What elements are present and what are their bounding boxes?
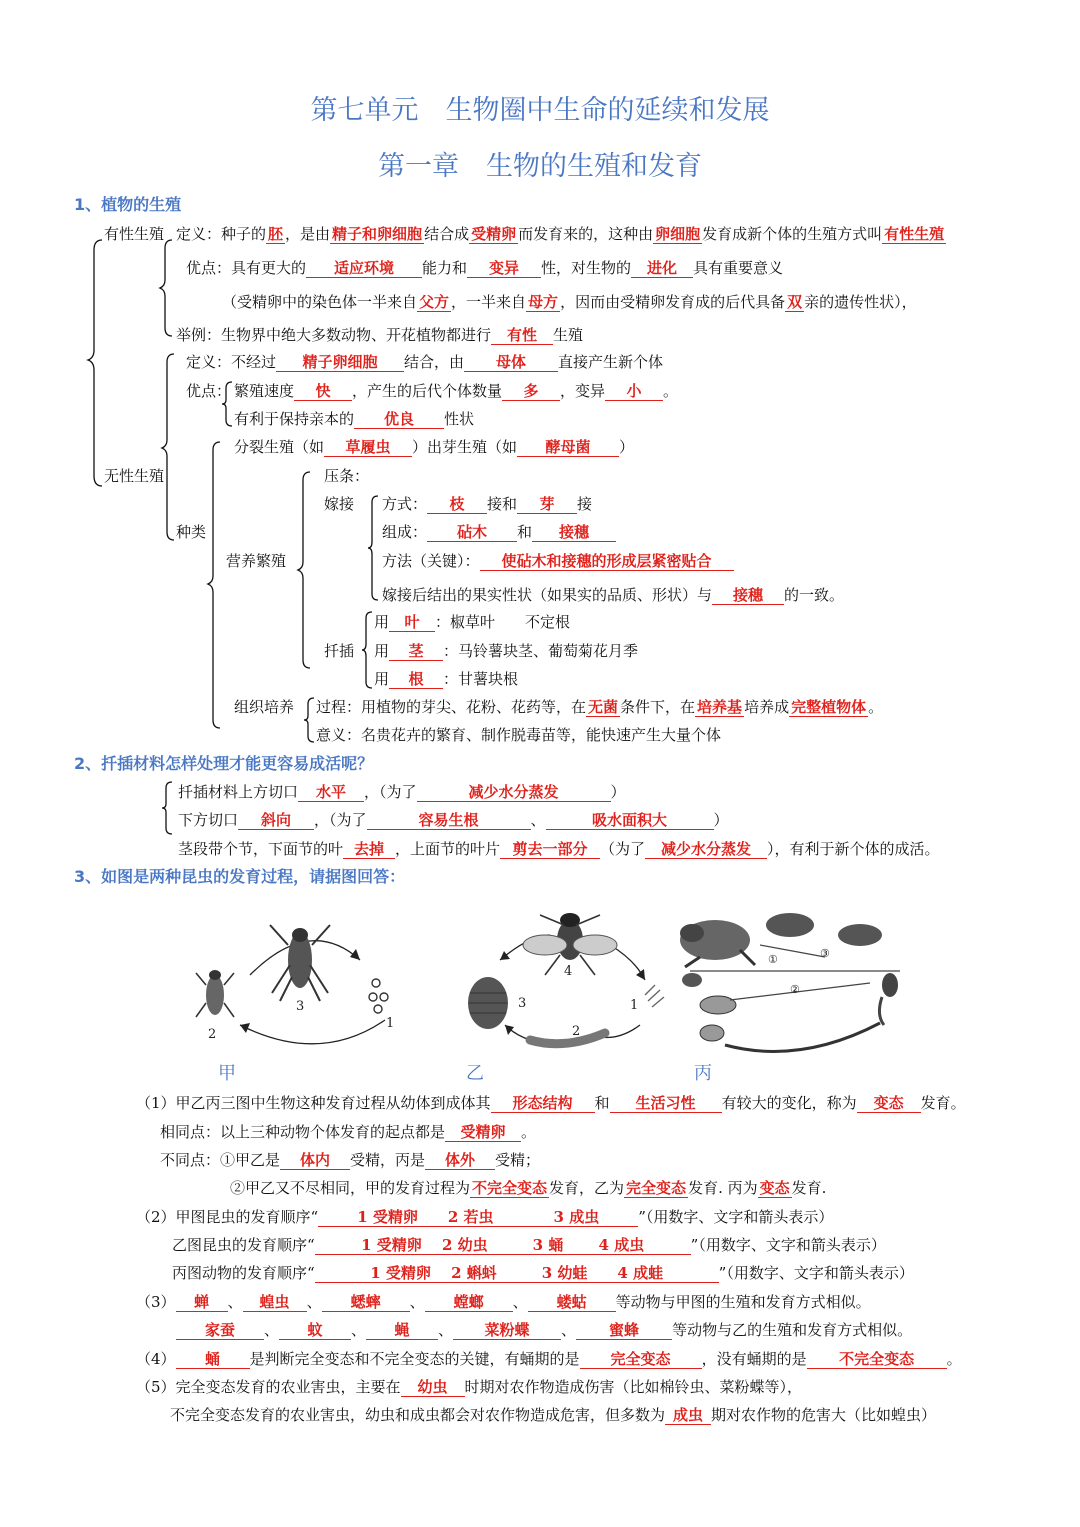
figure-label-yi: 乙 <box>466 1063 484 1084</box>
graft-composition: 组成： 砧木 和 接穗 <box>382 522 616 542</box>
graft-key: 方法（关键）： 使砧木和接穗的形成层紧密贴合 <box>382 551 734 571</box>
question-1-diff: 不同点：①甲乙是 体内 受精，丙是 体外 受精； <box>160 1151 541 1169</box>
question-3-yi-like: 家蚕 、 蚊 、 蝇 、 菜粉蝶 、 蜜蜂 等动物与乙的生殖和发育方式相似。 <box>176 1320 912 1340</box>
asexual-label: 无性生殖 <box>104 467 165 485</box>
bing-label-3: ③ <box>820 947 830 960</box>
kinds-label: 种类 <box>176 523 207 541</box>
brace-vegetative <box>296 470 312 670</box>
figure-label-bing: 丙 <box>694 1063 712 1084</box>
brace-cutting <box>360 610 374 690</box>
cycle-arrow-bottom <box>240 1020 385 1044</box>
question-1: （1）甲乙丙三图中生物这种发育过程从幼体到成体其 形态结构 和 生活习性 有较大的变化，称为 变态 发育。 <box>136 1094 966 1112</box>
sexual-example: 举例：生物界中绝大多数动物、开花植物都进行 有性 生殖 <box>176 326 584 344</box>
question-1-same: 相同点：以上三种动物个体发育的起点都是 受精卵 。 <box>160 1123 537 1141</box>
cutting-root: 用 根 ：甘薯块根 <box>374 670 519 688</box>
frog-adult-icon <box>680 920 755 967</box>
yi-label-3: 3 <box>518 996 527 1011</box>
tissue-process: 过程：用植物的芽尖、花粉、花药等，在 无菌 条件下，在 培养基 培养成 完整植物体 。 <box>316 698 884 716</box>
brace-kinds <box>206 440 222 730</box>
question-4: （4） 蛹 是判断完全变态和不完全变态的关键，有蛹期的是 完全变态 ，没有蛹期的是 不完全变态 。 <box>136 1350 962 1368</box>
adult-insect-icon <box>270 925 330 1001</box>
graft-method: 方式： 枝 接和 芽 接 <box>382 495 593 513</box>
cutting-label: 扦插 <box>324 642 355 660</box>
layering-label: 压条： <box>324 467 370 485</box>
fission-budding: 分裂生殖（如 草履虫 ）出芽生殖（如 酵母菌 ） <box>234 438 635 456</box>
fly-egg-icon <box>645 985 664 1007</box>
jia-label-1: 1 <box>386 1016 395 1031</box>
pupa-icon <box>468 977 508 1029</box>
question-2-yi: 乙图昆虫的发育顺序“ 1 受精卵 2 幼虫 3 蛹 4 成虫 ”（用数字、文字和箭头表示） <box>172 1236 886 1254</box>
yi-label-2: 2 <box>572 1024 581 1039</box>
asexual-advantage-label: 优点： <box>186 382 232 400</box>
frog-egg-icon <box>682 973 736 1041</box>
graft-result: 嫁接后结出的果实性状（如果实的品质、形状）与 接穗 的一致。 <box>382 586 845 604</box>
section-3-heading: 3、如图是两种昆虫的发育过程，请据图回答： <box>74 867 406 886</box>
question-1-diff-2: ②甲乙又不尽相同，甲的发育过程为 不完全变态 发育，乙为 完全变态 发育. 丙为 变态 发育. <box>230 1179 827 1197</box>
unit-title: 第七单元 生物圈中生命的延续和发展 <box>310 95 770 126</box>
sexual-definition: 定义：种子的 胚 ，是由 精子和卵细胞 结合成 受精卵 而发育来的，这种由 卵细胞 发育成新个体的生殖方式叫 有性生殖 <box>176 225 945 243</box>
sexual-label: 有性生殖 <box>104 225 165 243</box>
brace-reproduction <box>86 238 106 488</box>
egg-icon <box>369 979 388 1013</box>
bottom-cut: 下方切口 斜向 ，（为了 容易生根 、 吸水面积大 ） <box>178 811 729 829</box>
cutting-leaf: 用 叶 ：椒草叶 不定根 <box>374 613 571 631</box>
section-1-heading: 1、植物的生殖 <box>74 195 182 214</box>
question-2-jia: （2）甲图昆虫的发育顺序“ 1 受精卵 2 若虫 3 成虫 ”（用数字、文字和箭头表示） <box>136 1208 834 1226</box>
question-5-complete: （5）完全变态发育的农业害虫，主要在 幼虫 时期对农作物造成伤害（比如棉铃虫、菜粉蝶等）， <box>136 1378 803 1396</box>
grafting-label: 嫁接 <box>324 495 355 513</box>
vegetative-label: 营养繁殖 <box>226 552 287 570</box>
yi-label-4: 4 <box>564 964 573 979</box>
bing-label-1: ① <box>768 953 778 966</box>
stem-node: 茎段带个节，下面节的叶 去掉 ，上面节的叶片 剪去一部分 （为了 减少水分蒸发 ），有利于新个体的成活。 <box>178 840 940 858</box>
larva-icon <box>530 1033 605 1044</box>
asexual-advantage-1: 繁殖速度 快 ，产生的后代个体数量 多 ，变异 小 。 <box>234 382 679 400</box>
chromosome-note: （受精卵中的染色体一半来自 父方 ，一半来自 母方 ，因而由受精卵发育成的后代具备 双 亲的遗传性状）， <box>222 293 917 311</box>
froglet-icon <box>766 913 882 946</box>
brace-grafting <box>366 494 380 602</box>
sexual-advantage: 优点：具有更大的 适应环境 能力和 变异 性，对生物的 进化 具有重要意义 <box>186 259 784 277</box>
chapter-title: 第一章 生物的生殖和发育 <box>378 151 702 182</box>
top-cut: 扦插材料上方切口 水平 ，（为了 减少水分蒸发 ） <box>178 783 626 801</box>
question-2-bing: 丙图动物的发育顺序“ 1 受精卵 2 蝌蚪 3 幼蛙 4 成蛙 ”（用数字、文字和箭头表示） <box>172 1264 914 1282</box>
asexual-definition: 定义：不经过 精子卵细胞 结合，由 母体 直接产生新个体 <box>186 353 664 371</box>
section-2-heading: 2、扦插材料怎样处理才能更容易成活呢？ <box>74 754 374 773</box>
jia-label-2: 2 <box>208 1027 217 1042</box>
figure-yi <box>460 905 670 1055</box>
question-3-jia-like: （3） 蝉 、 蝗虫 、 蟋蟀 、 螳螂 、 蝼蛄 等动物与甲图的生殖和发育方式相似。 <box>136 1293 871 1311</box>
figure-jia <box>190 905 420 1065</box>
brace-cutting-treatment <box>160 780 174 836</box>
nymph-icon <box>196 970 234 1017</box>
asexual-advantage-2: 有利于保持亲本的 优良 性状 <box>234 410 475 428</box>
tissue-culture-label: 组织培养 <box>234 698 295 716</box>
cutting-stem: 用 茎 ：马铃薯块茎、葡萄菊花月季 <box>374 642 639 660</box>
brace-tissue <box>302 696 316 744</box>
brace-asexual <box>160 352 176 542</box>
figure-bing <box>670 905 920 1055</box>
figure-label-jia: 甲 <box>218 1063 236 1084</box>
question-5-incomplete: 不完全变态发育的农业害虫，幼虫和成虫都会对农作物造成危害，但多数为 成虫 期对农作物的危害大（比如蝗虫） <box>170 1406 937 1424</box>
yi-label-1: 1 <box>630 998 639 1013</box>
bing-label-2: ② <box>790 983 800 996</box>
tissue-meaning: 意义：名贵花卉的繁育、制作脱毒苗等，能快速产生大量个体 <box>316 726 722 744</box>
tadpole-icon <box>879 973 898 1025</box>
brace-sexual <box>158 238 174 338</box>
jia-label-3: 3 <box>296 999 305 1014</box>
